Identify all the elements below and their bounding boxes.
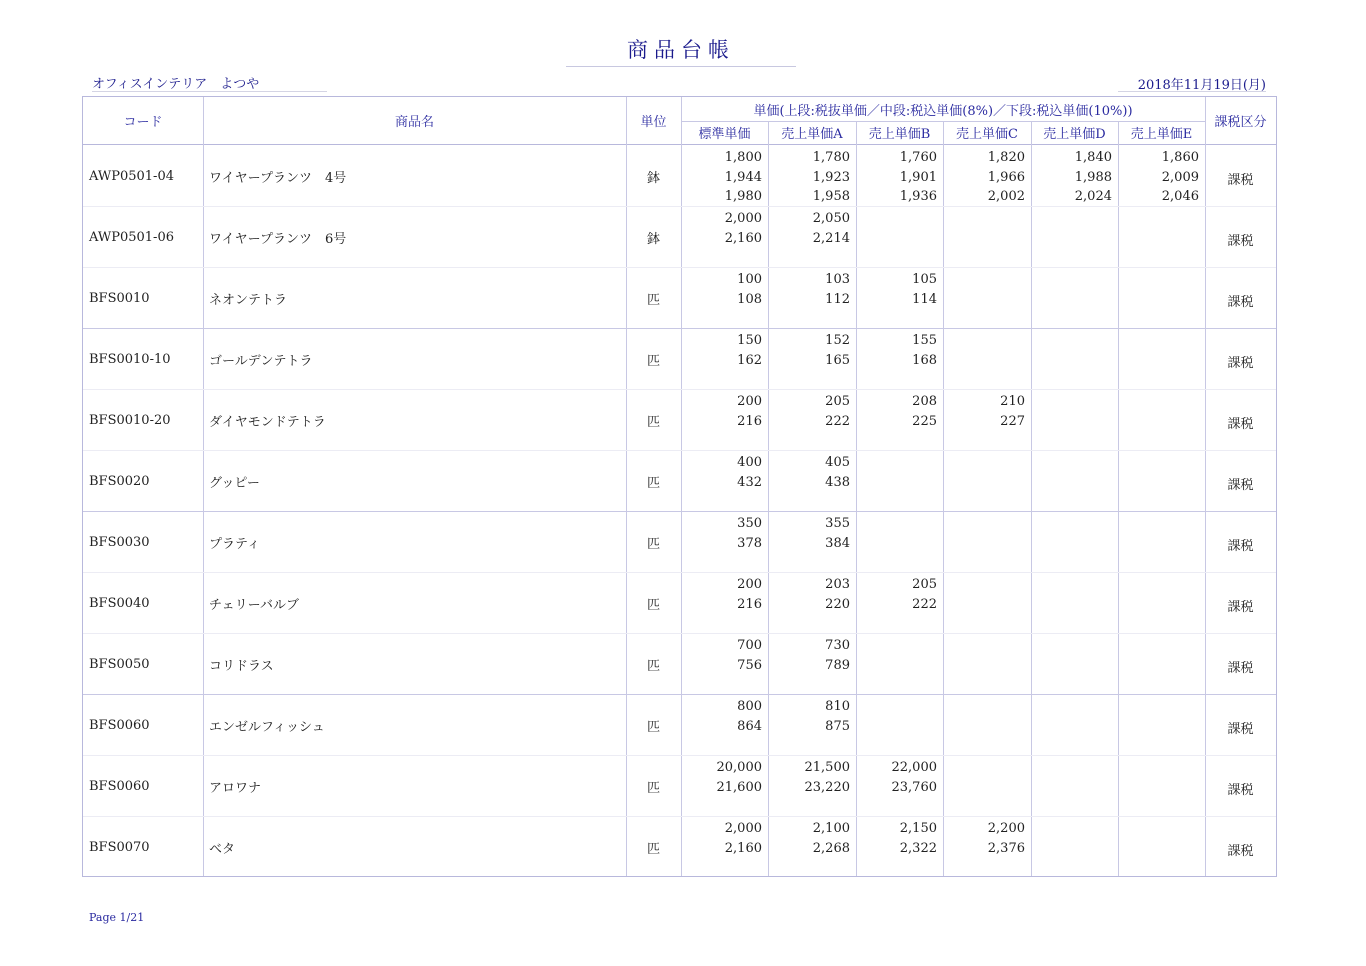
tax-category: 課税	[1227, 295, 1254, 310]
price-cell	[681, 756, 768, 817]
price-cell	[943, 756, 1031, 817]
price-cell	[1118, 268, 1205, 329]
price-cell	[681, 817, 768, 878]
product-code: BFS0060	[89, 718, 150, 733]
price-cell	[1031, 512, 1118, 573]
product-name: ワイヤープランツ 6号	[209, 232, 347, 247]
price-excl-tax: 350	[737, 516, 762, 531]
header-unit: 単位	[640, 115, 667, 130]
price-cell	[1031, 390, 1118, 451]
price-cell	[856, 695, 943, 756]
product-code: AWP0501-06	[89, 230, 174, 245]
price-incl-tax-8: 2,009	[1161, 169, 1199, 185]
page-number: Page 1/21	[89, 911, 145, 924]
price-incl-tax-8: 23,760	[891, 779, 937, 795]
header-price-b: 売上単価B	[868, 127, 931, 142]
price-cell	[943, 634, 1031, 695]
product-code: BFS0050	[89, 657, 150, 672]
price-incl-tax-8: 165	[825, 352, 850, 368]
price-incl-tax-8: 108	[737, 291, 762, 307]
price-cell	[768, 451, 856, 512]
price-cell	[856, 573, 943, 634]
price-excl-tax: 2,050	[812, 211, 850, 226]
price-excl-tax: 200	[737, 577, 762, 592]
product-unit: 鉢	[646, 171, 660, 186]
table-row	[83, 207, 1276, 268]
product-code: BFS0010	[89, 291, 150, 306]
header-price-group: 単価(上段:税抜単価／中段:税込単価(8%)／下段:税込単価(10%))	[753, 103, 1133, 119]
price-cell	[681, 329, 768, 390]
price-excl-tax: 103	[825, 272, 850, 287]
price-cell	[1118, 207, 1205, 268]
header-tax: 課税区分	[1214, 115, 1267, 130]
price-excl-tax: 21,500	[804, 760, 850, 775]
company-name: オフィスインテリア よつや	[92, 73, 327, 92]
price-incl-tax-8: 21,600	[716, 779, 762, 795]
tax-category: 課税	[1227, 844, 1254, 859]
price-excl-tax: 800	[737, 699, 762, 714]
product-name: ベタ	[209, 842, 236, 857]
price-cell	[943, 268, 1031, 329]
price-incl-tax-8: 789	[825, 657, 850, 673]
tax-category: 課税	[1227, 356, 1254, 371]
price-cell	[943, 573, 1031, 634]
table-row	[83, 695, 1276, 756]
price-cell	[856, 512, 943, 573]
price-excl-tax: 155	[912, 333, 937, 348]
table-row	[83, 634, 1276, 695]
price-cell	[943, 695, 1031, 756]
table-row	[83, 756, 1276, 817]
price-cell	[1118, 146, 1205, 207]
price-cell	[943, 451, 1031, 512]
price-cell	[1031, 573, 1118, 634]
price-cell	[1031, 756, 1118, 817]
price-incl-tax-10: 2,024	[1074, 189, 1112, 204]
price-excl-tax: 1,860	[1161, 150, 1199, 165]
price-incl-tax-10: 1,958	[812, 189, 850, 204]
price-excl-tax: 100	[737, 272, 762, 287]
price-excl-tax: 1,840	[1074, 150, 1112, 165]
price-incl-tax-8: 23,220	[804, 779, 850, 795]
product-code: BFS0010-10	[89, 352, 171, 367]
price-excl-tax: 2,000	[724, 211, 762, 226]
price-cell	[768, 207, 856, 268]
product-name: チェリーバルブ	[209, 598, 299, 613]
price-cell	[768, 573, 856, 634]
price-incl-tax-8: 222	[912, 596, 937, 612]
price-cell	[768, 329, 856, 390]
price-cell	[856, 146, 943, 207]
price-excl-tax: 1,760	[899, 150, 937, 165]
price-cell	[681, 512, 768, 573]
price-excl-tax: 1,820	[987, 150, 1025, 165]
price-cell	[1118, 573, 1205, 634]
tax-category: 課税	[1227, 478, 1254, 493]
header-price-a: 売上単価A	[781, 127, 843, 142]
product-ledger-table	[82, 96, 1277, 877]
tax-category: 課税	[1227, 539, 1254, 554]
price-excl-tax: 208	[912, 394, 937, 409]
product-name: エンゼルフィッシュ	[209, 720, 325, 735]
price-cell	[1118, 634, 1205, 695]
table-row	[83, 390, 1276, 451]
price-incl-tax-8: 114	[912, 291, 937, 307]
product-unit: 匹	[646, 476, 660, 491]
tax-category: 課税	[1227, 173, 1254, 188]
price-incl-tax-8: 2,268	[812, 840, 850, 856]
table-row	[83, 512, 1276, 573]
price-cell	[1031, 329, 1118, 390]
price-cell	[1118, 512, 1205, 573]
price-excl-tax: 150	[737, 333, 762, 348]
header-code: コード	[123, 115, 163, 130]
price-incl-tax-10: 2,046	[1161, 189, 1199, 204]
price-incl-tax-8: 1,966	[987, 169, 1025, 185]
price-incl-tax-8: 220	[825, 596, 850, 612]
table-row	[83, 451, 1276, 512]
price-cell	[1118, 390, 1205, 451]
product-name: アロワナ	[209, 781, 262, 796]
price-incl-tax-8: 162	[737, 352, 762, 368]
price-cell	[856, 817, 943, 878]
price-cell	[768, 390, 856, 451]
product-unit: 匹	[646, 293, 660, 308]
price-cell	[768, 756, 856, 817]
price-cell	[943, 817, 1031, 878]
price-excl-tax: 105	[912, 272, 937, 287]
price-incl-tax-8: 227	[1000, 413, 1025, 429]
product-code: BFS0070	[89, 840, 150, 855]
price-cell	[768, 512, 856, 573]
price-incl-tax-8: 168	[912, 352, 937, 368]
price-excl-tax: 152	[825, 333, 850, 348]
price-excl-tax: 2,200	[987, 821, 1025, 836]
product-code: BFS0060	[89, 779, 150, 794]
product-code: BFS0020	[89, 474, 150, 489]
price-excl-tax: 20,000	[716, 760, 762, 775]
price-excl-tax: 205	[912, 577, 937, 592]
table-row	[83, 817, 1276, 878]
product-unit: 匹	[646, 598, 660, 613]
price-incl-tax-8: 2,214	[812, 230, 850, 246]
price-cell	[943, 207, 1031, 268]
price-cell	[856, 329, 943, 390]
price-incl-tax-8: 216	[737, 596, 762, 612]
price-excl-tax: 1,780	[812, 150, 850, 165]
price-excl-tax: 2,100	[812, 821, 850, 836]
price-incl-tax-8: 1,944	[724, 169, 762, 185]
product-code: BFS0030	[89, 535, 150, 550]
table-row	[83, 268, 1276, 329]
price-incl-tax-8: 378	[737, 535, 762, 551]
header-bottom-rule	[83, 144, 1276, 145]
price-cell	[768, 817, 856, 878]
price-cell	[1118, 695, 1205, 756]
price-incl-tax-8: 1,923	[812, 169, 850, 185]
tax-category: 課税	[1227, 722, 1254, 737]
price-incl-tax-8: 2,322	[899, 840, 937, 856]
price-cell	[681, 146, 768, 207]
product-unit: 匹	[646, 354, 660, 369]
price-incl-tax-10: 2,002	[987, 189, 1025, 204]
price-excl-tax: 405	[825, 455, 850, 470]
price-cell	[856, 451, 943, 512]
price-cell	[1031, 817, 1118, 878]
price-excl-tax: 203	[825, 577, 850, 592]
price-excl-tax: 205	[825, 394, 850, 409]
price-incl-tax-8: 2,376	[987, 840, 1025, 856]
price-cell	[856, 634, 943, 695]
product-unit: 鉢	[646, 232, 660, 247]
price-incl-tax-8: 438	[825, 474, 850, 490]
price-incl-tax-8: 432	[737, 474, 762, 490]
price-excl-tax: 22,000	[891, 760, 937, 775]
header-price-e: 売上単価E	[1130, 127, 1193, 142]
price-incl-tax-10: 1,936	[899, 189, 937, 204]
price-excl-tax: 700	[737, 638, 762, 653]
product-unit: 匹	[646, 781, 660, 796]
product-unit: 匹	[646, 659, 660, 674]
table-row	[83, 573, 1276, 634]
price-cell	[1031, 146, 1118, 207]
tax-category: 課税	[1227, 234, 1254, 249]
price-excl-tax: 210	[1000, 394, 1025, 409]
product-name: ゴールデンテトラ	[209, 354, 313, 369]
price-cell	[681, 451, 768, 512]
price-cell	[1031, 451, 1118, 512]
header-name: 商品名	[394, 115, 434, 130]
page-title: 商品台帳	[566, 34, 796, 67]
price-excl-tax: 730	[825, 638, 850, 653]
header-price-d: 売上単価D	[1043, 127, 1106, 142]
header-price-standard: 標準単価	[698, 127, 751, 142]
price-cell	[856, 207, 943, 268]
product-code: BFS0010-20	[89, 413, 171, 428]
price-incl-tax-8: 756	[737, 657, 762, 673]
price-cell	[856, 268, 943, 329]
price-incl-tax-8: 384	[825, 535, 850, 551]
price-cell	[768, 268, 856, 329]
price-cell	[681, 268, 768, 329]
price-cell	[1118, 329, 1205, 390]
price-cell	[943, 329, 1031, 390]
price-cell	[681, 573, 768, 634]
product-name: ダイヤモンドテトラ	[209, 415, 326, 430]
price-excl-tax: 355	[825, 516, 850, 531]
tax-category: 課税	[1227, 600, 1254, 615]
price-cell	[681, 695, 768, 756]
price-cell	[768, 146, 856, 207]
price-incl-tax-8: 864	[737, 718, 762, 734]
price-cell	[681, 207, 768, 268]
price-cell	[1031, 207, 1118, 268]
price-incl-tax-8: 1,901	[899, 169, 937, 185]
price-cell	[856, 756, 943, 817]
product-unit: 匹	[646, 415, 660, 430]
price-incl-tax-8: 1,988	[1074, 169, 1112, 185]
price-excl-tax: 400	[737, 455, 762, 470]
tax-category: 課税	[1227, 417, 1254, 432]
price-incl-tax-8: 2,160	[724, 230, 762, 246]
product-name: グッピー	[209, 476, 260, 491]
price-cell	[681, 390, 768, 451]
table-row	[83, 329, 1276, 390]
price-cell	[768, 634, 856, 695]
header-price-c: 売上単価C	[956, 127, 1018, 142]
tax-category: 課税	[1227, 783, 1254, 798]
table-row	[83, 146, 1276, 207]
price-cell	[681, 634, 768, 695]
price-cell	[1031, 695, 1118, 756]
price-excl-tax: 2,000	[724, 821, 762, 836]
price-cell	[1118, 817, 1205, 878]
price-excl-tax: 2,150	[899, 821, 937, 836]
product-name: ワイヤープランツ 4号	[209, 171, 347, 186]
price-cell	[943, 390, 1031, 451]
tax-category: 課税	[1227, 661, 1254, 676]
price-incl-tax-8: 2,160	[724, 840, 762, 856]
price-incl-tax-8: 112	[825, 291, 850, 307]
price-cell	[768, 695, 856, 756]
price-incl-tax-8: 216	[737, 413, 762, 429]
product-unit: 匹	[646, 842, 660, 857]
price-cell	[856, 390, 943, 451]
product-code: AWP0501-04	[89, 169, 174, 184]
product-name: プラティ	[209, 537, 260, 552]
price-cell	[1031, 268, 1118, 329]
price-excl-tax: 200	[737, 394, 762, 409]
product-unit: 匹	[646, 537, 660, 552]
price-incl-tax-8: 222	[825, 413, 850, 429]
price-excl-tax: 1,800	[724, 150, 762, 165]
price-cell	[1118, 756, 1205, 817]
price-incl-tax-8: 225	[912, 413, 937, 429]
product-unit: 匹	[646, 720, 660, 735]
price-incl-tax-8: 875	[825, 718, 850, 734]
product-name: ネオンテトラ	[209, 293, 288, 308]
price-cell	[1031, 634, 1118, 695]
price-cell	[943, 512, 1031, 573]
report-date: 2018年11月19日(月)	[1118, 74, 1266, 92]
price-cell	[1118, 451, 1205, 512]
product-code: BFS0040	[89, 596, 150, 611]
price-incl-tax-10: 1,980	[724, 189, 762, 204]
product-name: コリドラス	[209, 659, 274, 674]
price-excl-tax: 810	[825, 699, 850, 714]
price-cell	[943, 146, 1031, 207]
